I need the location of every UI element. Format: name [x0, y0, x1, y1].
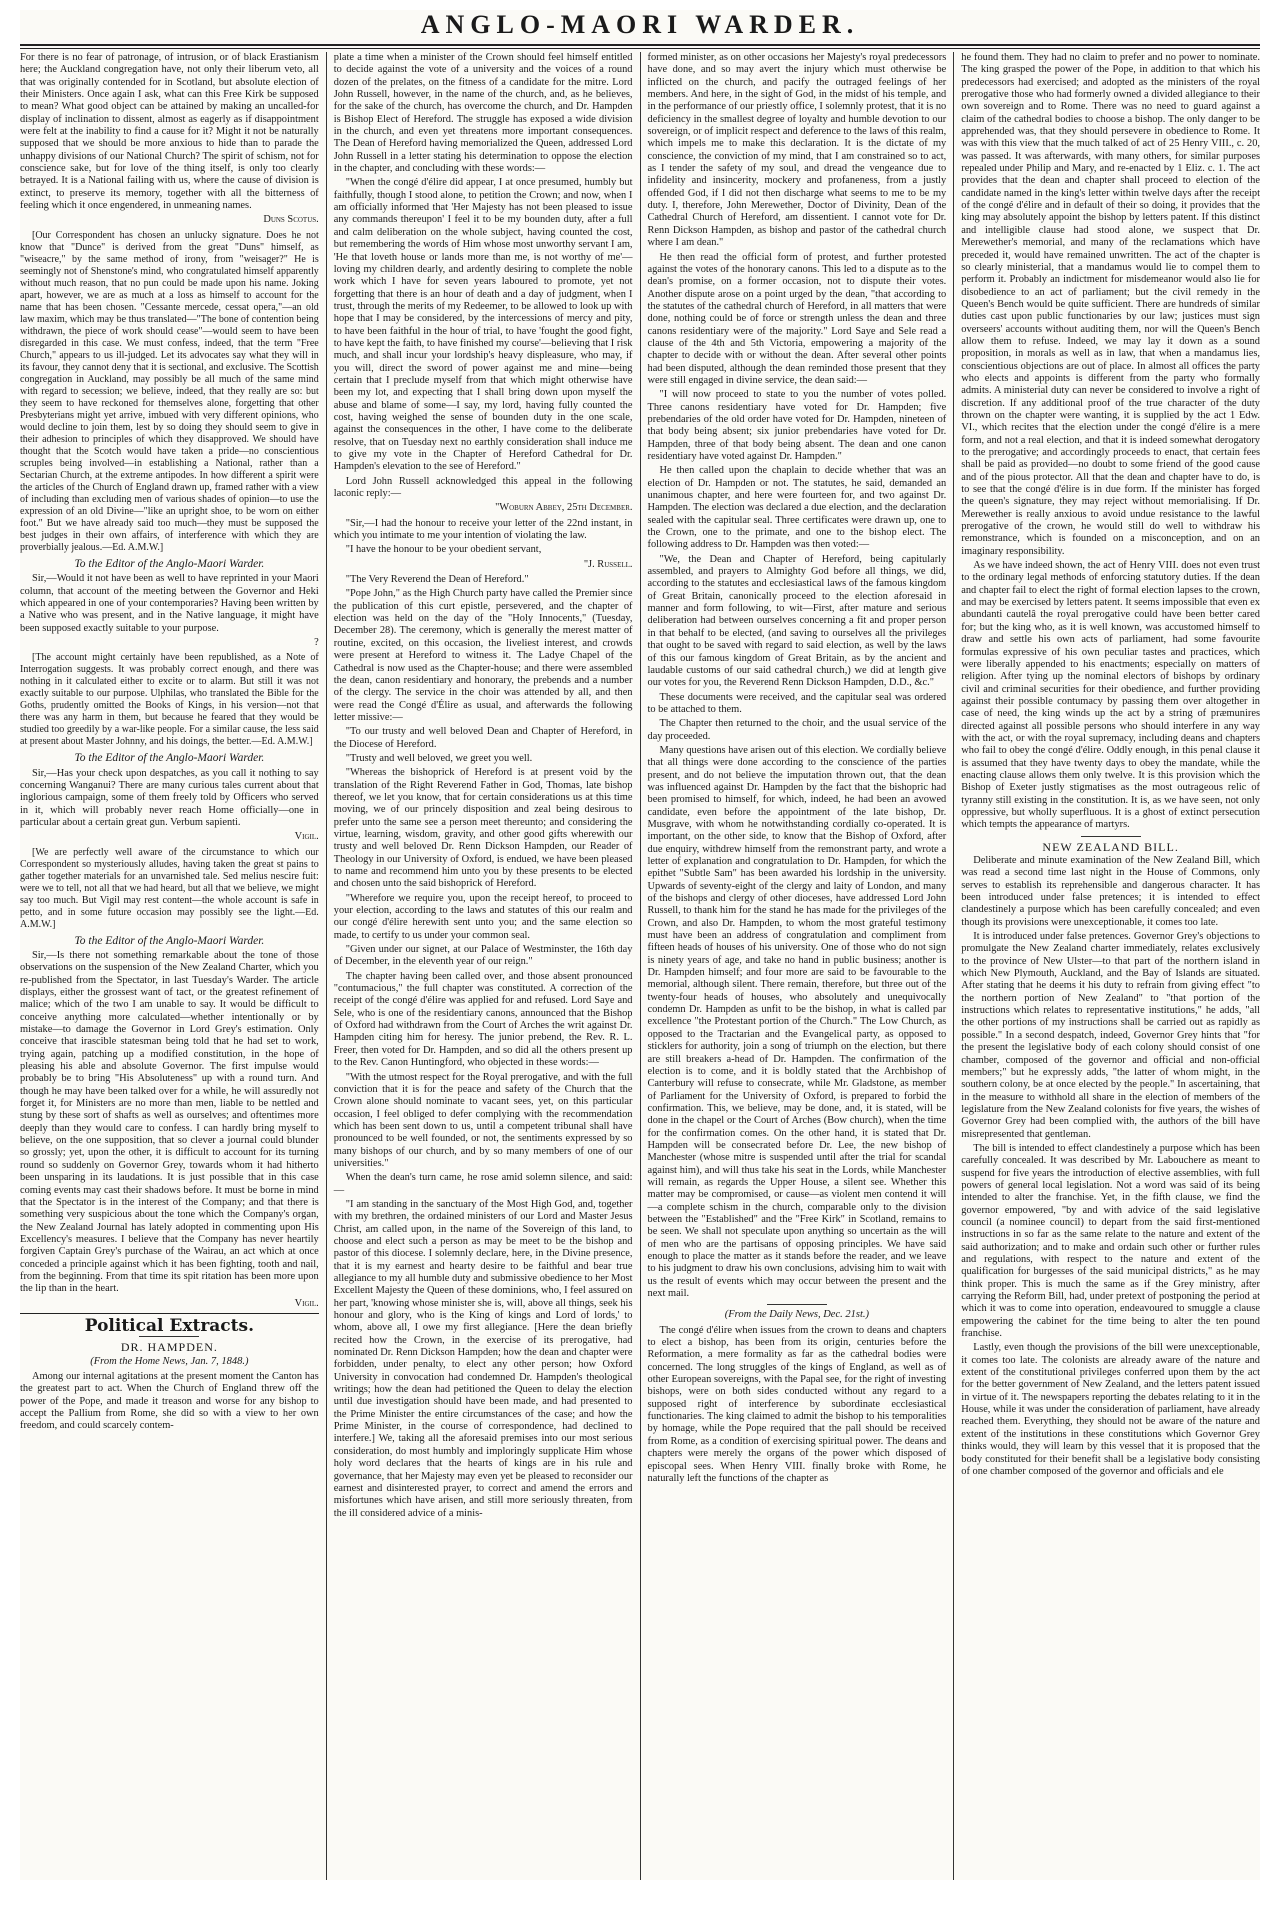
- letter-heading: To the Editor of the Anglo-Maori Warder.: [74, 557, 265, 570]
- article-paragraph: It is introduced under false pretences. Governor Grey's objections to promulgate the New Zealand charter immediately, relates exclusively to the province of New Ulster—to that part of the northern island in which New Plymouth, Auckland, and the Bay of Islands are situated. After stating that he deems it his duty to refrain from giving effect "to the northern portion of New Zealand" to "that portion of the instructions which relates to representative institutions," he adds, "all the other portions of my instructions shall be carried out as rapidly as possible." In a second despatch, indeed, Governor Grey hints that "for the present the legislative body of each colony should consist of one chamber, composed of the governor and official and non-official members;" but he expressly adds, "the latter of whom might, in the southern colony, be at once elected by the people." In ascertaining, that in the measure to withhold all share in the election of members of the legislature from the New Zealand colonists for five years, the wishes of Governor Grey had been complied with, the authors of the bill have misrepresented that gentleman.: [961, 931, 1260, 1140]
- masthead-rule-thin: [20, 48, 1260, 49]
- article-paragraph: The Chapter then returned to the choir, and the usual service of the day proceeded.: [647, 718, 947, 742]
- article-paragraph: formed minister, as on other occasions her Majesty's royal predecessors have done, and so may avert the injury which must otherwise be inflicted on the church, and pacify the outraged feelings of her members. And here, in the sight of God, in the midst of his temple, and in the performance of our priestly office, I solemnly protest, that it is no deficiency in the smallest degree of loyalty and humble devotion to our sovereign, or of implicit respect and deference to the laws of this realm, which impels me to make this declaration. It is the dictate of my conscience, the conviction of my mind, that I am constrained so to act, as I tender the safety of my soul, and dread the vengeance due to infidelity and insincerity, mockery and profaneness, from a justly offended God, if I did not then discharge what seems to me to be my duty. I, therefore, John Merewether, Doctor of Divinity, Dean of the Cathedral Church of Hereford, am dissentient. I cannot vote for Dr. Renn Dickson Hampden, as bishop and pastor of the cathedral church where I am dean.": [647, 52, 947, 249]
- letter-addressee: "The Very Reverend the Dean of Hereford.": [345, 574, 529, 586]
- letter-dateline: "Woburn Abbey, 25th December.: [495, 502, 633, 514]
- column-4: [953, 52, 1260, 1880]
- article-paragraph: The bill is intended to effect clandestinely a purpose which has been carefully concealed. It was described by Mr. Labouchere as meant to suspend for five years the introduction of elective assemblies, with full powers of general local legislation. Not a word was said of its being intended to alter the franchise. Yet, in the fifth clause, we find the governor empowered, "by and with advice of the said legislative council (a nominee council) to depart from the said first-mentioned instructions in so far as the same relate to the nature and extent of the said authorization; and to make and ordain such other or further rules and regulations, with respect to the nature and extent of the qualification for burgesses of the said municipal districts," as he may think proper. This is much the same as if the Grey ministry, after carrying the Reform Bill, had, under pretext of postponing the period at which it was to come into operation, endeavoured to smuggle a clause empowering the cabinet for the time being to alter the ten pound franchise.: [961, 1142, 1260, 1340]
- article-paragraph: "Trusty and well beloved, we greet you well.: [345, 752, 533, 764]
- separator: [139, 1336, 199, 1337]
- separator: [767, 1304, 827, 1305]
- article-paragraph: As we have indeed shown, the act of Henry VIII. does not even trust to the ordinary legal methods of enforcing statutory duties. If the dean and chapter fail to elect the right of formal election lapses to the crown, and may be exercised by letters patent. It seems impossible that even ex abundanti cautelâ the royal prerogative could have been better cared for; but the king who, as it is well known, was accustomed himself to draw and settle his own acts of parliament, had some favourite formulas expressive of his own peculiar tastes and practices, which were liberally appended to his enactments; especially on matters of religion. After tying up the nominal electors of bishops by ordinary civil and criminal securities for their obedience, and further providing against their possible contumacy by passing them over altogether in case of need, the king winds up the act by a string of præmunires directed against all possible persons who should interfere in any way with the act, or with the royal supremacy, including deans and chapters who fail to obey the congé d'élire. Oddly enough, in this penal clause it is assumed that they have twenty days to obey the mandate, while the enacting clause allows them only twelve. It is this provision which the Bishop of Exeter justly stigmatises as the most outrageous relic of tyranny still existing in the constitution. It is, as we have seen, not only oppressive, but wholly superfluous. It is a ghost of extinct persecution which tempts the appearance of martyrs.: [961, 560, 1260, 831]
- extract-source: (From the Home News, Jan. 7, 1848.): [90, 1355, 249, 1367]
- article-paragraph: He then called upon the chaplain to decide whether that was an election of Dr. Hampden or not. The statutes, he said, demanded an unanimous chapter, and here were fourteen for, and two against Dr. Hampden. The election was declared a due election, and the declaration sealed with the capitular seal. Three certificates were drawn up, one to the Crown, one to the primate, and one to the bishop elect. The following address to Dr. Hampden was then voted:—: [647, 465, 947, 551]
- article-paragraph: Deliberate and minute examination of the New Zealand Bill, which was read a second time last night in the House of Commons, only serves to establish its reprehensible and dangerous character. It has been introduced under false pretences; it is intended to effect clandestinely a purpose which has been carefully concealed; and even though its provisions were unexceptionable, it comes too late.: [961, 855, 1260, 928]
- columns: [20, 52, 1260, 1880]
- column-2: [326, 52, 640, 1880]
- article-paragraph: "With the utmost respect for the Royal prerogative, and with the full conviction that it is for the peace and safety of the Church that the Crown alone should nominate to vacant sees, yet, on this particular occasion, I feel obliged to defer complying with the recommendation which has been sent down to us, until a competent tribunal shall have pronounced to be well founded, or not, the sentiments expressed by so many bishops of our church, and by so many members of one of our universities.": [333, 1071, 633, 1169]
- article-paragraph: "Given under our signet, at our Palace of Westminster, the 16th day of December, in the eleventh year of our reign.": [333, 944, 633, 968]
- article-paragraph: Lastly, even though the provisions of the bill were unexceptionable, it comes too late. The colonists are already aware of the nature and extent of the constitutional privileges conferred upon them by the act for the better government of New Zealand, and the letters patent issued in virtue of it. The newspapers reporting the debates relating to it in the House, while it was under the consideration of parliament, have already reached them. Everything, they should not be aware of the nature and extent of the institutions in these constitutions which Governor Grey thinks would, they will learn by this vessel that it is proposed that the body constituted for their benefit shall be a legislative body consisting of one chamber composed of the governor and officials and ele: [961, 1342, 1260, 1477]
- signature: Duns Scotus.: [263, 214, 319, 226]
- letter-heading: To the Editor of the Anglo-Maori Warder.: [74, 934, 265, 947]
- article-paragraph: Lord John Russell acknowledged this appeal in the following laconic reply:—: [333, 475, 633, 500]
- article-paragraph: For there is no fear of patronage, of intrusion, or of black Erastianism here; the Auckland congregation have, not only their liberum veto, all that was originally contended for in Scotland, but absolute election of their Ministers. Once again I ask, what can this Free Kirk be supposed to mean? What good object can be attained by making an uncalled-for display of inclination to dissent, almost as eagerly as if disappointment were felt at the inability to find a cause for it? Might it not be naturally supposed that we should be more anxious to hide than to parade the unhappy divisions of our National Church? The spirit of schism, not for conscience sake, but for love of the thing itself, is only too clearly betrayed. It is a National failing with us, where the cause of division is extinct, to preserve its memory, together with all the bitterness of feeling which it once engendered, in unmeaning names.: [20, 52, 319, 212]
- editor-note: [The account might certainly have been republished, as a Note of Interrogation suggests. It was probably correct enough, and there was nothing in it calculated either to excite or to alarm. But still it was not exactly suitable to our purpose. Ulphilas, who translated the Bible for the Goths, prudently omitted the Books of Kings, in his version—not that there was any harm in them, but because he feared that they would be studied too greedily by a war-like people. For a similar cause, the less said at present about Master Johnny, and his doings, the better.—Ed. A.M.W.]: [20, 652, 319, 748]
- extract-source: (From the Daily News, Dec. 21st.): [724, 1309, 869, 1321]
- article-paragraph: "I am standing in the sanctuary of the Most High God, and, together with my brethren, the ordained ministers of our Lord and Master Jesus Christ, am called upon, in the name of the Sovereign of this land, to choose and elect such a person as may be meet to be the bishop and pastor of this diocese. I solemnly declare, here, in the Divine presence, that it is my earnest and hearty desire to be faithful and bear true allegiance to my all humble duty and submissive obedience to her Most Excellent Majesty the Queen of these dominions, who, I feel assured on her part, 'knowing whose minister she is, will, above all things, seek his honour and glory, who is the King of kings and Lord of lords,' to whom, above all, I owe my first allegiance. [Here the dean briefly recited how the Crown, in the exercise of its prerogative, had nominated Dr. Renn Dickson Hampden; how the dean and chapter were forbidden, under penalty, to elect any other person; how Oxford University in convocation had condemned Dr. Hampden's theological writings; how the dean had petitioned the Queen to delay the election until due investigation should have been made, and had presented to the Prime Minister the entire circumstances of the case; and how the Prime Minister, in the course of correspondence, had declined to interfere.] We, taking all the aforesaid premises into our most serious consideration, do most humbly and imploringly supplicate Him whose holy word declares that the hearts of kings are in his rule and governance, that her Majesty may even yet be pleased to reconsider our earnest and disinterested prayer, to correct and amend the errors and misfortunes which have arisen, and still more seriously threaten, from the ill considered advice of a minis-: [333, 1198, 633, 1519]
- article-paragraph: Among our internal agitations at the present moment the Canton has the greatest part to act. When the Church of England threw off the power of the Pope, and made it treason and worse for any bishop to accept the Pallium from Rome, she did so with a view to her own freedom, and could scarcely contem-: [20, 1370, 319, 1432]
- article-paragraph: "Whereas the bishoprick of Hereford is at present void by the translation of the Right Reverend Father in God, Thomas, late bishop thereof, we let you know, that for certain considerations us at this time moving, we of our princely disposition and zeal being desirous to prefer unto the same see a person meet thereunto; and considering the virtue, learning, wisdom, gravity, and other good gifts wherewith our trusty and well beloved Dr. Renn Dickson Hampden, our Reader of Theology in our University of Oxford, is endued, we have been pleased to name and recommend him unto you by these presents to be elected and chosen unto the said bishoprick of Hereford.: [333, 767, 633, 890]
- masthead: ANGLO-MAORI WARDER.: [420, 10, 860, 39]
- article-paragraph: When the dean's turn came, he rose amid solemn silence, and said:—: [333, 1172, 633, 1196]
- letter-body: Sir,—Has your check upon despatches, as you call it nothing to say concerning Wanganui? There are many curious tales current about that inglorious campaign, some of them freely told by Officers who served in it, which will probably never reach Home officially—one in particular about a certain great gun. Verbum sapienti.: [20, 767, 319, 828]
- letter-heading: To the Editor of the Anglo-Maori Warder.: [74, 752, 265, 765]
- article-paragraph: "Pope John," as the High Church party have called the Premier since the publication of this curt epistle, persevered, and the chapter of election was held on the day of the "Holy Innocents," (Tuesday, December 28). The ceremony, which is generally the merest matter of routine, excited, on this occasion, the liveliest interest, and crowds were present at Hereford to witness it. The Ladye Chapel of the Cathedral is now used as the Chapter-house; and there were assembled the dean, canon residentiary and honorary, the prebends and a number of the clergy. The service in the choir was attended by all, and then were read the Congé d'Élire as usual, and afterwards the following letter missive:—: [333, 588, 633, 723]
- signature: ?: [314, 636, 319, 648]
- article-paragraph: he found them. They had no claim to prefer and no power to nominate. The king grasped the power of the Pope, in addition to that which his predecessors had exercised; and adopted as the ministers of the royal prerogative those who had formerly owned a divided allegiance to their own sovereign and to Rome. There was no need to guard against a claim of the cathedral bodies to choose a bishop. The only danger to be apprehended was, that they should persevere in obedience to Rome. It was with this view that the much talked of act of 25 Henry VIII., c. 20, was passed. It was afterwards, with many others, for similar purposes repealed under Philip and Mary, and re-enacted by 1 Eliz. c. 1. The act provides that the dean and chapter shall proceed to election of the candidate named in the king's letter within twelve days after the receipt of the congé d'élire and in default of their so doing, it provides that the king may absolutely appoint the bishop by letters patent. If this distinct and intelligible clause had stood alone, we suspect that Dr. Merewether's memorial, and many of the reclamations which have preceded it, would have remained unwritten. The act of the chapter is so clearly ministerial, that a mandamus would lie to compel them to perform it. Probably an indictment for misdemeanor would also lie for disobedience to an act of parliament; but the civil remedy in the Queen's Bench would be quite sufficient. There are hundreds of similar duties cast upon public functionaries by our law; justices must sign overseers' accounts without auditing them, nor will the Queen's Bench allow them to refuse. Indeed, we may lay it down as a sound proposition, in morals as well as in law, that when a mandamus lies, conscientious objections are out of place. In almost all offices the party who elects and appoints is different from the party who formally admits. A ministerial duty can never be considered to involve a right of discretion. If any additional proof of the true character of the duty thrown on the chapter were wanting, it is supplied by the act 1 Edw. VI., which recites that the election under the congé d'élire is a mere form, and not a real election, and that it is indeed somewhat derogatory to the prerogative; and accordingly proceeds to enact, that certain fees shall be paid as provided—no doubt to some friend of the good cause and of the pious protector. All that the dean and chapter have to do, is to see that the congé d'élire is in due form. If the minister has forged the queen's signature, they may reject without memorialising. If Dr. Merewether is really anxious to avoid undue resistance to the lawful prerogative of the crown, he would still do well to withdraw his remonstrance, which is founded on a misconception, and on an imaginary responsibility.: [961, 52, 1260, 557]
- article-paragraph: The chapter having been called over, and those absent pronounced "contumacious," the full chapter was constituted. A correction of the receipt of the congé d'élire was applied for and refused. Lord Saye and Sele, who is one of the residentiary canons, announced that the Bishop of Oxford had withdrawn from the Court of Arches the writ against Dr. Hampden citing him for heresy. The junior prebend, the Rev. R. L. Freer, then voted for Dr. Hampden, and so did all the others present up to the Rev. Canon Huntingford, who objected in these words:—: [333, 970, 633, 1069]
- signature: "J. Russell.: [583, 558, 633, 570]
- article-paragraph: plate a time when a minister of the Crown should feel himself entitled to decide against the vote of a university and the voices of a round dozen of the prelates, on the fitness of a candidate for the mitre. Lord John Russell, however, in the name of the church, and, as he believes, for the sake of the church, has overcome the church, and Dr. Hampden is Bishop Elect of Hereford. The struggle has exposed a wide division in the church, and even yet threatens more important consequences. The Dean of Hereford having memorialized the Queen, addressed Lord John Russell in a letter stating his determination to oppose the election in the chapter, and concluding with these words:—: [333, 52, 633, 175]
- signature: Vigil.: [294, 1297, 319, 1309]
- article-paragraph: Many questions have arisen out of this election. We cordially believe that all things were done according to the conscience of the parties present, and do not believe the imputation thrown out, that the dean was influenced against Dr. Hampden by the fact that the bishopric had been promised to himself, for which, indeed, he had been an avowed candidate, even before the appointment of the late bishop, Dr. Musgrave, with whom he notwithstanding cordially co-operated. It is important, on the other side, to know that the Bishop of Oxford, after due enquiry, withdrew himself from the remonstrant party, and wrote a letter of explanation and congratulation to Dr. Hampden, for which the epithet "Subtle Sam" has been awarded his lordship in the university. Upwards of seventy-eight of the clergy and laity of London, and many of the bishops and clergy of other dioceses, have addressed Lord John Russell, to thank him for the stand he has made for the privileges of the Crown, and also Dr. Hampden, to whom the most grateful testimony must have been an address of congratulation and compliment from fifteen heads of houses of his university. One of those who do not sign is ninety years of age, and take no hand in public business; another is Dr. Hampden himself; and four more are said to be favourable to the memorial, although silent. There remain, therefore, but three out of the twenty-four heads of houses, who absolutely and unequivocally condemn Dr. Hampden as unfit to be the bishop, in what is called par excellence "the Protestant portion of the Church." The Low Church, as opposed to the Tractarian and the Evangelical party, as opposed to sticklers for authority, join a song of triumph on the election, but there are still breakers a-head of Dr. Hampden. The confirmation of the election is to come, and it is boldly stated that the Archbishop of Canterbury will refuse to consecrate, while Mr. Gladstone, as member of Parliament for the University of Oxford, is prepared to forbid the confirmation. This, we believe, may be done, and, it is stated, will be done in the chapel or the Court of Arches (Bow church), when the time for the confirmation comes. On the other hand, it is stated that Dr. Hampden will be consecrated before Dr. Lee, the new bishop of Manchester (whose mitre is suspended until after the trial for scandal against him), and will thus take his seat in the Lords, while Manchester will remain, as regards the Upper House, a silent see. Whether this matter may be compromised, or cause—as violent men contend it will—a complete schism in the church, comparable only to the division between the "Established" and the "Free Kirk" in Scotland, remains to be seen. We shall not speculate upon anything so uncertain as the will of men who are the partisans of opposing principles. We have said enough to place the matter as it stands before the reader, and we leave to his judgment to draw his own conclusions, advising him to wait with us the result of events which may occur between the present and the next mail.: [647, 744, 947, 1300]
- article-paragraph: "When the congé d'élire did appear, I at once presumed, humbly but faithfully, though I stood alone, to petition the Crown; and now, when I am officially informed that 'Her Majesty has not been pleased to issue any commands thereupon' I feel it to be my bounden duty, after a full and calm deliberation on the whole subject, having counted the cost, but remembering the words of Him whose most unworthy servant I am, 'He that loveth house or lands more than me, is not worthy of me'—loving my children dearly, and ardently desiring to complete the noble work which I have for seven years laboured to promote, yet not forgetting that there is an hour of death and a day of judgment, when I trust, through the merits of my Redeemer, to be allowed to look up with hope that I may be considered, by the intercessions of mercy and pity, to have been faithful in the hour of trial, to have 'fought the good fight, to have kept the faith, to have finished my course'—believing that I risk much, and shall incur your lordship's heavy displeasure, who may, if you will, direct the sword of power against me and mine—being certain that I preclude myself from that which might otherwise have been my lot, and expecting that I shall bring down upon myself the abuse and blame of some—I say, my lord, having fully counted the cost, having weighed the sense of bounden duty in the one scale, against the consequences in the other, I have come to the deliberate resolve, that on Tuesday next no earthly consideration shall induce me to give my vote in the Chapter of Hereford Cathedral for Dr. Hampden's elevation to the see of Hereford.": [333, 177, 633, 473]
- separator: [1081, 836, 1141, 837]
- section-title: Political Extracts.: [84, 1315, 254, 1336]
- article-paragraph: The congé d'élire when issues from the crown to deans and chapters to elect a bishop, has been from its origin, centuries before the Reformation, a mere formality as far as the cathedral bodies were concerned. The long struggles of the kings of England, as well as of other European sovereigns, with the Papal see, for the right of investing bishops, were on both sides conducted without any regard to a supposed right of interference by subordinate ecclesiastical functionaries. The king claimed to admit the bishop to his temporalities by homage, while the Pope required that the pall should be received from Rome, as a condition of exercising spiritual power. The deans and chapters were merely the organs of the power which disposed of episcopal sees. When Henry VIII. finally broke with Rome, he naturally left the functions of the chapter as: [647, 1324, 947, 1484]
- editor-note: [Our Correspondent has chosen an unlucky signature. Does he not know that "Dunce" is derived from the great "Duns" himself, as "wiseacre," by the same method of irony, from "weisager?" He is seemingly not of Shenstone's mind, who congratulated himself apparently without much reason, that no pun could be made upon his name. Joking apart, however, we are as much at a loss as himself to account for the name that has been chosen. "Cessante mercede, cessat opera,"—an old law maxim, which may be thus translated—"The bone of contention being withdrawn, the piece of work should cease"—would seem to have been disregarded in this case. We must confess, indeed, that the term "Free Church," appears to us ill-judged. Let its advocates say what they will in its favour, they cannot deny that it is sectional, and exclusive. The Scottish congregation in Auckland, may possibly be all much of the same mind with regard to secession; we believe, indeed, that they really are so: but they seem to have reckoned for themselves alone, forgetting that other Presbyterians might yet arrive, imbued with very different opinions, who would decline to join them, lest by so doing they should seem to give in their adhesion to principles of which they disapproved. We should have thought that the Scotch would have taken a pride—no conscientious scruples being involved—in establishing a National, rather than a Sectarian Church, at the extreme antipodes. In how different a spirit were the articles of the Church of England drawn up, framed rather with a view of including than excluding men of various shades of opinion—to use the expression of an old Divine—"like an upright shoe, to be worn on either foot." But we have already said too much—they must be supposed the best judges in their own affairs, of interference with which they are proverbially jealous.—Ed. A.M.W.]: [20, 229, 319, 553]
- newspaper-page: [20, 10, 1260, 1880]
- letter-close: "I have the honour to be your obedient servant,: [345, 544, 542, 556]
- article-paragraph: These documents were received, and the capitular seal was ordered to be attached to them.: [647, 691, 947, 715]
- masthead-rule: [20, 44, 1260, 46]
- letter-body: "Sir,—I had the honour to receive your letter of the 22nd instant, in which you intimate to me your intention of violating the law.: [333, 517, 633, 542]
- article-title: NEW ZEALAND BILL.: [1042, 839, 1179, 854]
- article-paragraph: He then read the official form of protest, and further protested against the votes of the honorary canons. This led to a dispute as to the dean's promise, on a former occasion, not to dispute their votes. Another dispute arose on a point urged by the dean, "that according to the statutes of the cathedral church of Hereford, in all matters that were done, nothing could be of force or strength unless the dean and three canons residentiary were of the majority." Lord Saye and Sele read a clause of the 4th and 5th Victoria, empowering a majority of the chapter to decide with or without the dean. After several other points had been disputed, although the dean reminded those present that they were still engaged in divine service, the dean said:—: [647, 251, 947, 386]
- column-3: [640, 52, 954, 1880]
- article-paragraph: "I will now proceed to state to you the number of votes polled. Three canons residentiary have voted for Dr. Hampden; five prebendaries of the old order have voted for Dr. Hampden, nineteen of that body being absent; six junior prebendaries have voted for Dr. Hampden, three of that body being absent. The dean and one canon residentiary have voted against Dr. Hampden.": [647, 389, 947, 462]
- signature: Vigil.: [294, 831, 319, 843]
- article-paragraph: "We, the Dean and Chapter of Hereford, being capitularly assembled, and prayers to Almighty God before all things, we did, according to the statutes and ecclesiastical laws of the famous kingdom of Great Britain, canonically proceed to the election aforesaid in manner and form following, to wit—First, after mature and serious deliberation had between ourselves concerning a fit and proper person in that behalf to be elected, (and saving to ourselves all the privileges that ought to be saved with regard to said election, as well by the laws of this our famous kingdom of Great Britain, as by the ancient and laudable customs of our said cathedral church,) we did at length give our votes for you, the Reverend Renn Dickson Hampden, D.D., &c.": [647, 553, 947, 689]
- letter-body: Sir,—Is there not something remarkable about the tone of those observations on the suspension of the New Zealand Charter, which you re-published from the Spectator, in last Tuesday's Warder. The article displays, either the grossest want of tact, or the greatest refinement of malice; which of the two I am unable to say. It would be difficult to conceive anything more calculated—whether intentionally or by mistake—to damage the Governor in Lord Grey's estimation. Only conceive that irascible statesman being told that he had set to work, trying again, patching up a modified constitution, in the hope of pleasing his able and absolute Governor. The first impulse would probably be to bring "His Absoluteness" up with a round turn. And though he may have been talked over for a while, he will assuredly not forget it, for Ministers are no more than men, liable to be nettled and stung by these sort of shafts as well as ourselves; and oftentimes more deeply than they would care to confess. I can hardly bring myself to believe, on the one supposition, that so clever a journal could blunder so grossly; yet, upon the other, it is difficult to account for its turning round so suddenly on Governor Grey, towards whom it had hitherto been unsparing in its laudations. It is just possible that in this case coming events may cast their shadows before. It must be borne in mind that the Spectator is in the interest of the Company; and that there is something very suspicious about the tone which the Company's organ, the New Zealand Journal has lately adopted in commenting upon His Excellency's measures. I believe that the Company has never heartily forgiven Captain Grey's purchase of the Wairau, an act which at once conceded a principle against which it has been fighting, tooth and nail, from the beginning. From that time its spit ritation has been more upon the lip than in the heart.: [20, 949, 319, 1295]
- editor-note: [We are perfectly well aware of the circumstance to which our Correspondent so mysteriously alludes, having taken the great st pains to gather together materials for an unvarnished tale. Sed melius nescire fuit: were we to tell, not all that we had heard, but all that we believe, we might say too much. But Vigil may rest content—the whole account is safe in petto, and in some future occasion may possibly see the light.—Ed. A.M.W.]: [20, 846, 319, 930]
- section-rule: [20, 1313, 319, 1314]
- article-paragraph: "To our trusty and well beloved Dean and Chapter of Hereford, in the Diocese of Hereford.: [333, 726, 633, 750]
- article-paragraph: "Wherefore we require you, upon the receipt hereof, to proceed to your election, according to the laws and statutes of this our realm and our congé d'élire herewith sent unto you; and the same election so made, to certify to us under your common seal.: [333, 892, 633, 941]
- extract-title: DR. HAMPDEN.: [120, 1340, 218, 1355]
- column-1: [20, 52, 326, 1880]
- letter-body: Sir,—Would it not have been as well to have reprinted in your Maori column, that account of the meeting between the Governor and Heki which appeared in one of your contemporaries? Having been written by a Native who was present, and in the Native language, it might have been supposed exactly suitable to your purpose.: [20, 573, 319, 634]
